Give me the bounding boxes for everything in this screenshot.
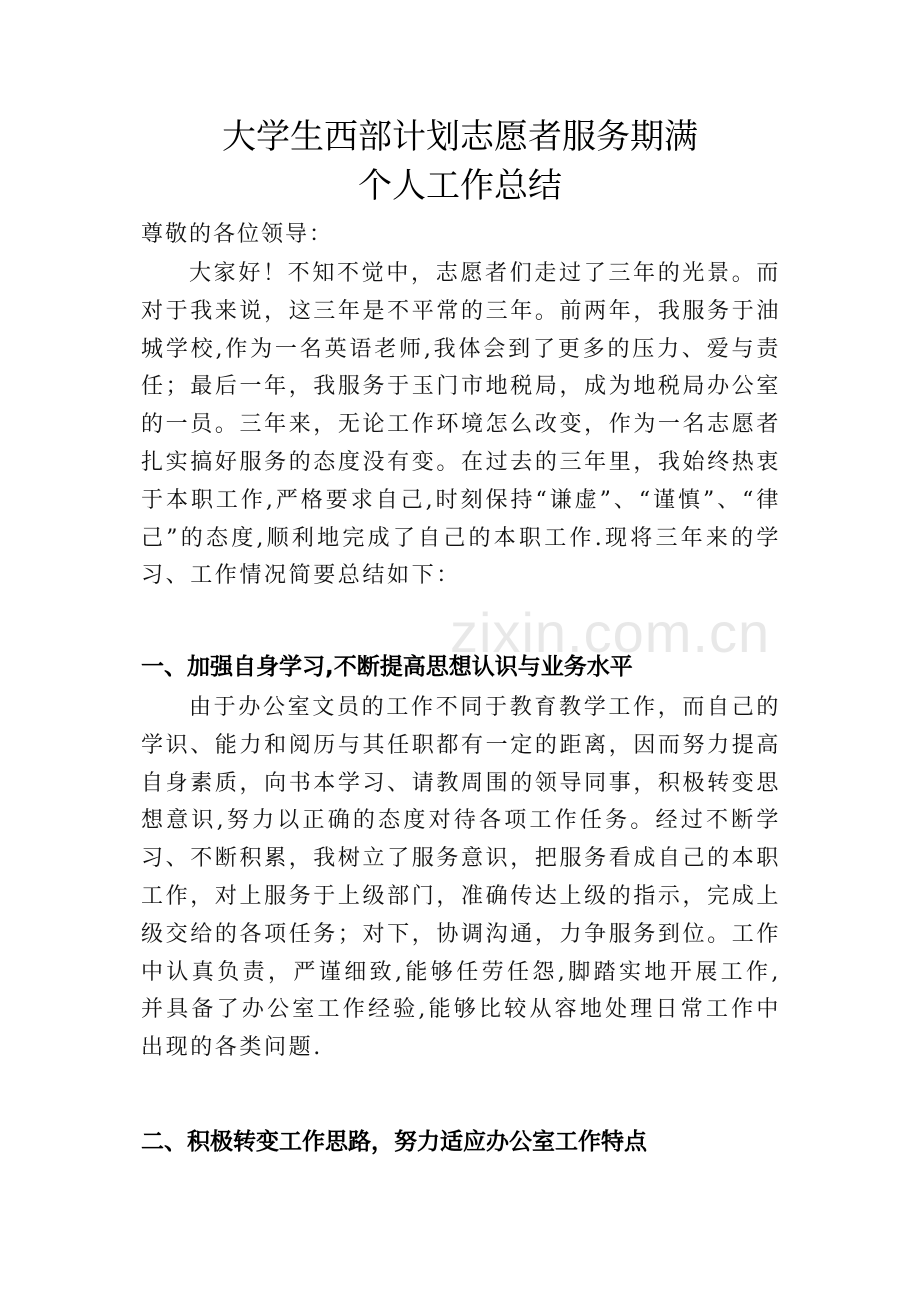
document-title-line2: 个人工作总结	[358, 166, 562, 206]
salutation: 尊敬的各位领导：	[141, 222, 334, 247]
section-heading-1: 一、加强自身学习,不断提高思想认识与业务水平	[141, 654, 633, 680]
watermark: zixin.com.cn	[450, 601, 771, 664]
section-heading-2: 二、积极转变工作思路，努力适应办公室工作特点	[141, 1129, 647, 1155]
paragraph-intro: 大家好！不知不觉中，志愿者们走过了三年的光景。而对于我来说，这三年是不平常的三年。前两年，我服务于油城学校,作为一名英语老师,我体会到了更多的压力、爱与责任；最后一年，我服务于玉门市地税局，成为地税局办公室的一员。三年来，无论工作环境怎么改变，作为一名志愿者扎实搞好服务的态度没有变。在过去的三年里，我始终热衷于本职工作,严格要求自己,时刻保持“谦虚”、“谨慎”、“律己”的态度,顺利地完成了自己的本职工作.现将三年来的学习、工作情况简要总结如下：	[141, 261, 781, 589]
paragraph-section-1: 由于办公室文员的工作不同于教育教学工作，而自己的学识、能力和阅历与其任职都有一定的距离，因而努力提高自身素质，向书本学习、请教周围的领导同事，积极转变思想意识,努力以正确的态度对待各项工作任务。经过不断学习、不断积累，我树立了服务意识，把服务看成自己的本职工作，对上服务于上级部门，准确传达上级的指示，完成上级交给的各项任务；对下，协调沟通，力争服务到位。工作中认真负责，严谨细致,能够任劳任怨,脚踏实地开展工作,并具备了办公室工作经验,能够比较从容地处理日常工作中出现的各类问题.	[141, 695, 781, 1061]
document-title-line1: 大学生西部计划志愿者服务期满	[222, 117, 698, 157]
